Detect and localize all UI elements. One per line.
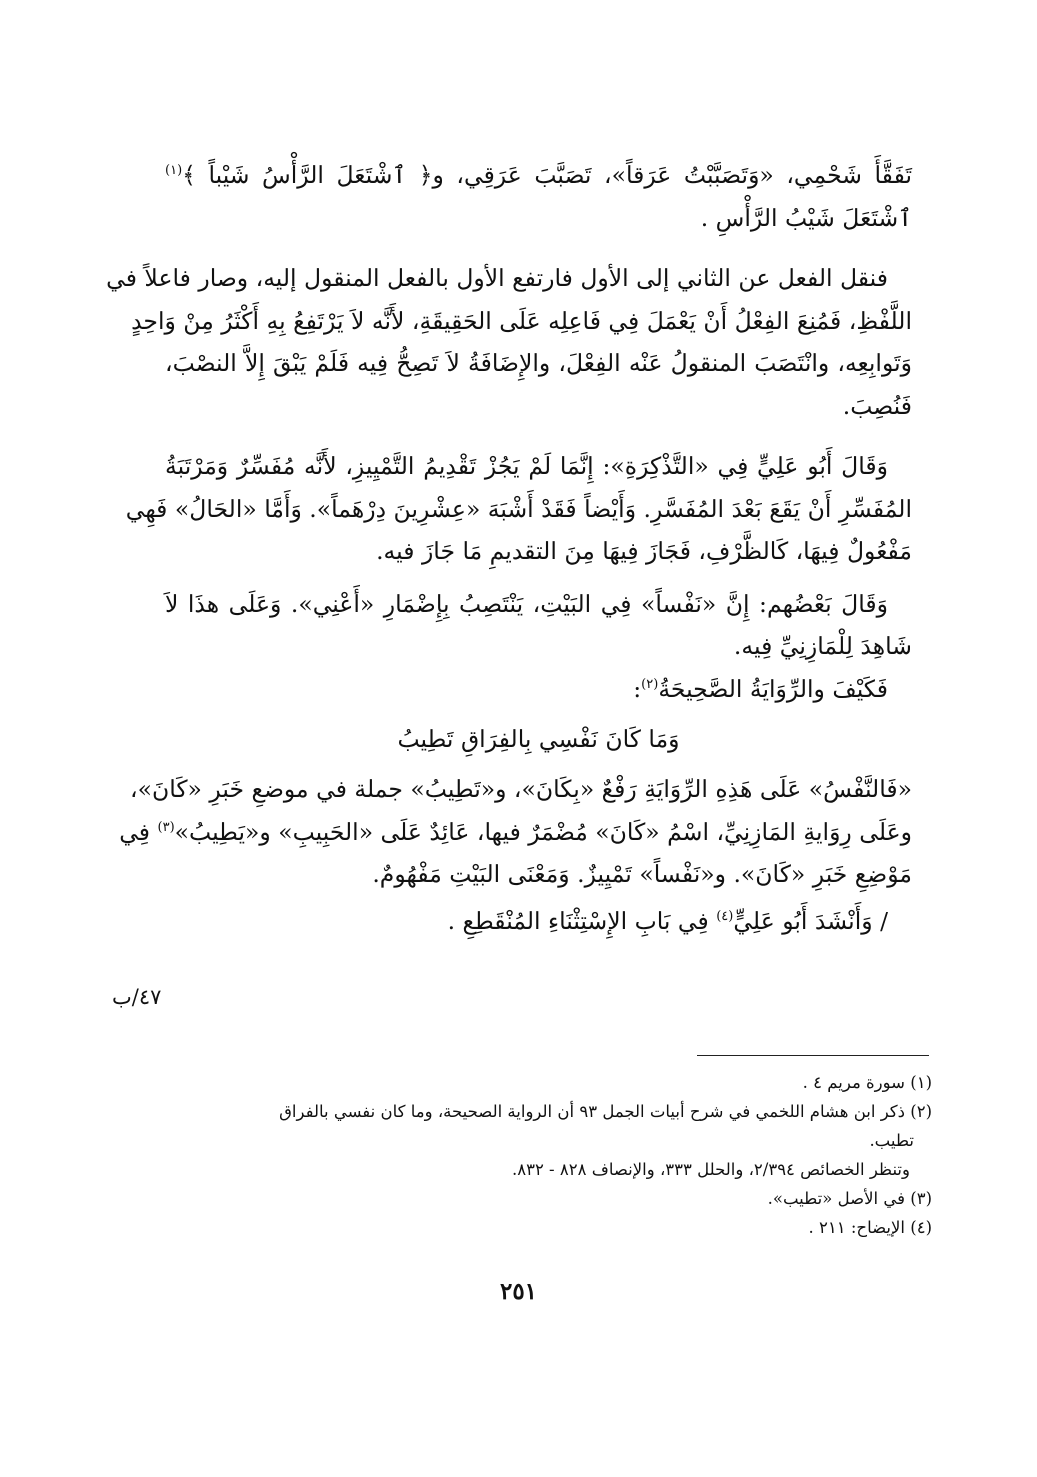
verse-line: وَمَا كَانَ نَفْسِي بِالفِرَاقِ تَطِيبُ: [397, 725, 680, 753]
text-line: تَفَقَّأَ شَحْمِي، «وَتَصَبَّبْتُ عَرَقاً»، تَصَبَّبَ عَرَقِي، و﴿ ٱشْتَعَلَ الرَّأْسُ شَيْباً ﴾$^{(١)}$: [165, 161, 912, 189]
main-text: [106, 154, 912, 946]
text-line: فنقل الفعل عن الثاني إلى الأول فارتفع الأول بالفعل المنقول إليه، وصار فاعلاً في: [106, 264, 888, 292]
text-line: وَقَالَ بَعْضُهم: إِنَّ «نَفْساً» فِي البَيْتِ، يَنْتَصِبُ بِإِضْمَارِ «أَعْنِي». وَعَلَى هذَا لاَ: [165, 589, 888, 618]
text-line: وَتَوابِعِه، وانْتَصَبَ المنقولُ عَنْه الفِعْلَ، والإِضَافَةُ لاَ تَصِحُّ فِيه فَلَمْ يَبْقَ إِلاَّ النصْبَ،: [165, 349, 912, 377]
footnote-continuation: وتنظر الخصائص ٢/٣٩٤، والحلل ٣٣٣، والإنصاف ٨٢٨ - ٨٣٢.: [511, 1160, 910, 1179]
footnote-divider: [697, 1055, 929, 1056]
text-line: المُفَسِّرِ أَنْ يَقَعَ بَعْدَ المُفَسَّرِ. وَأَيْضاً فَقَدْ أَشْبَهَ «عِشْرِينَ دِرْهَماً». وَأَمَّا «الحَالُ» فَهِي: [125, 494, 912, 523]
text-line: «فَالنَّفْسُ» عَلَى هَذِهِ الرِّوَايَةِ رَفْعٌ «بِكَانَ»، و«تَطِيبُ» جملة في موضعِ خَبَرِ «كَانَ»،: [129, 775, 912, 803]
text-line: اللَّفْظِ، فَمُنِعَ الفِعْلُ أَنْ يَعْمَلَ فِي فَاعِلِه عَلَى الحَقِيقَةِ، لأَنَّه لاَ يَرْتَفِعُ بِهِ أَكْثَرُ مِنْ وَاحِدٍ: [131, 306, 912, 335]
text-line: مَوْضِعِ خَبَرِ «كَانَ». و«نَفْساً» تَمْيِيزٌ. وَمَعْنَى البَيْتِ مَفْهُومٌ.: [372, 860, 912, 888]
footnote: (٤) الإيضاح: ٢١١ .: [808, 1218, 932, 1237]
footnote: (١) سورة مريم ٤ .: [802, 1073, 932, 1092]
footnote: (٣) في الأصل «تطيب».: [767, 1189, 932, 1208]
text-line: وعَلَى رِوَايةِ المَازِنِيِّ، اسْمُ «كَانَ» مُضْمَرٌ فيها، عَائِدٌ عَلَى «الحَبِيبِ» و«يَطِيبُ»$^{(٣)}$ فِي: [119, 817, 912, 846]
footnotes: [170, 1068, 932, 1242]
footnote-continuation: تطيب.: [869, 1131, 914, 1150]
text-line: وَقَالَ أَبُو عَلِيٍّ فِي «التَّذْكِرَةِ»: إِنَّمَا لَمْ يَجُزْ تَقْدِيمُ التَّمْيِيزِ، لأَنَّه مُفَسِّرٌ وَمَرْتَبَةُ: [165, 452, 888, 480]
footnote: (٢) ذكر ابن هشام اللخمي في شرح أبيات الجمل ٩٣ أن الرواية الصحيحة، وما كان نفسي بالفراق: [279, 1102, 932, 1121]
text-line: / وَأَنْشَدَ أَبُو عَلِيٍّ$^{(٤)}$ فِي بَابِ الإِسْتِثْنَاءِ المُنْقَطِعِ .: [447, 906, 888, 935]
text-line: شَاهِدَ لِلْمَازِنِيِّ فِيه.: [733, 632, 912, 660]
text-line: مَفْعُولٌ فِيهَا، كَالظَّرْفِ، فَجَازَ فِيهَا مِنَ التقديمِ مَا جَازَ فيه.: [376, 537, 912, 565]
text-line: فَنُصِبَ.: [842, 391, 912, 420]
text-line: فَكَيْفَ والرِّوَايَةُ الصَّحِيحَةُ$^{(٢)}$:: [633, 674, 888, 703]
page-number: ٢٥١: [499, 1278, 538, 1305]
folio-marker: ٤٧/ب: [112, 985, 162, 1009]
text-line: ٱشْتَعَلَ شَيْبُ الرَّأْسِ .: [700, 203, 912, 232]
